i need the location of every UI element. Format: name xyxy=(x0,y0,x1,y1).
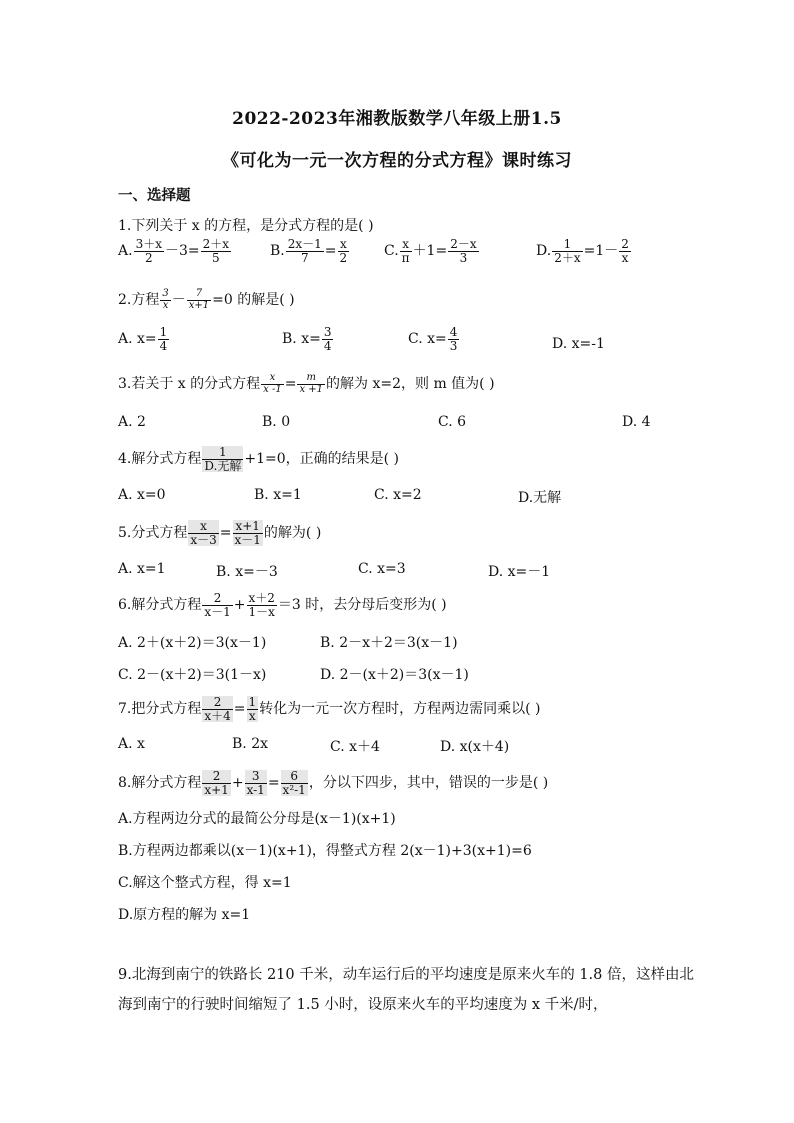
question-6-stem: 6.解分式方程 $\frac{2}{x-1}$ + $\frac{x+2}{1-x}$ ＝3 时，去分母后变形为( ) xyxy=(118,591,447,619)
question-9-text: 9.北海到南宁的铁路长 210 千米，动车运行后的平均速度是原来火车的 1.8 倍，这样由北海到南宁的行驶时间缩短了 1.5 小时，设原来火车的平均速度为 x 千米/时， xyxy=(118,967,695,1013)
question-1-option-a: A. $\frac{3+x}{2}$ －3= $\frac{2+x}{5}$ xyxy=(118,237,230,265)
question-8-option-d: D.原方程的解为 x=1 xyxy=(118,907,251,923)
question-7-option-c: C. x＋4 xyxy=(330,739,380,755)
question-7-option-b: B. 2x xyxy=(232,736,268,752)
question-5-stem: 5.分式方程 $\frac{x}{x-3}$ = $\frac{x+1}{x-1}$ 的解为( ) xyxy=(118,519,322,547)
question-1-option-d: D. $\frac{1}{2+x}$ =1－ $\frac{2}{x}$ xyxy=(536,237,629,265)
question-1-stem: 1.下列关于 x 的方程，是分式方程的是( ) xyxy=(118,218,374,234)
question-5-option-a: A. x=1 xyxy=(118,561,166,577)
question-2-option-d: D. x=-1 xyxy=(552,336,605,352)
question-2-option-c: C. x= $\frac{4}{3}$ xyxy=(408,325,458,353)
title-line-1: 2022-2023年湘教版数学八年级上册1.5 xyxy=(232,109,562,129)
question-1-option-c: C. $\frac{x}{\pi}$ ＋1= $\frac{2-x}{3}$ xyxy=(384,237,477,265)
question-6-option-d: D. 2－(x＋2)＝3(x－1) xyxy=(320,667,469,683)
question-4-option-b: B. x=1 xyxy=(254,487,302,503)
question-1-option-b: B. $\frac{2x-1}{7}$ = $\frac{x}{2}$ xyxy=(270,237,348,265)
section-heading: 一、选择题 xyxy=(118,187,191,204)
question-3-option-b: B. 0 xyxy=(262,414,291,430)
question-4-option-c: C. x=2 xyxy=(374,487,422,503)
title-line-2: 《可化为一元一次方程的分式方程》课时练习 xyxy=(222,151,572,171)
question-7-stem: 7.把分式方程 $\frac{2}{x+4}$ = $\frac{1}{x}$ 转化为一元一次方程时，方程两边需同乘以( ) xyxy=(118,695,541,723)
question-6-option-c: C. 2－(x＋2)＝3(1－x) xyxy=(118,667,267,683)
question-8-option-a: A.方程两边分式的最简公分母是(x－1)(x+1) xyxy=(118,811,396,827)
question-7-option-a: A. x xyxy=(118,736,145,752)
question-6-option-b: B. 2－x＋2＝3(x－1) xyxy=(320,635,458,651)
question-7-option-d: D. x(x＋4) xyxy=(440,739,510,755)
question-8-stem: 8.解分式方程 $\frac{2}{x+1}$ + $\frac{3}{x-1}$ = $\frac{6}{\text{x²-1}}$ ，分以下四步，其中，错误的一步是( ) xyxy=(118,769,549,797)
question-2-option-a: A. x= $\frac{1}{4}$ xyxy=(118,325,168,353)
question-3-stem: 3.若关于 x 的分式方程 $\frac{x}{x -1}$ = $\frac{m}{x +1}$ 的解为 x=2，则 m 值为( ) xyxy=(118,372,495,395)
question-8-option-c: C.解这个整式方程，得 x=1 xyxy=(118,875,292,891)
question-3-option-a: A. 2 xyxy=(118,414,146,430)
question-6-option-a: A. 2＋(x＋2)＝3(x－1) xyxy=(118,635,267,651)
question-5-option-b: B. x=－3 xyxy=(216,564,278,580)
question-4-option-d: D.无解 xyxy=(518,490,562,506)
question-8-option-b: B.方程两边都乘以(x－1)(x+1)，得整式方程 2(x－1)+3(x+1)=6 xyxy=(118,843,532,859)
question-2-stem: 2.方程 $\frac{3}{x}$ － $\frac{7}{x+1}$ =0 的解是( ) xyxy=(118,288,295,311)
question-4-stem: 4.解分式方程 $\frac{1}{\text{D.无解}}$ +1=0，正确的结果是( ) xyxy=(118,445,400,473)
question-4-option-a: A. x=0 xyxy=(118,487,166,503)
question-3-option-d: D. 4 xyxy=(622,414,651,430)
question-5-option-c: C. x=3 xyxy=(358,561,406,577)
question-5-option-d: D. x=－1 xyxy=(488,564,551,580)
question-2-option-b: B. x= $\frac{3}{4}$ xyxy=(282,325,332,353)
question-3-option-c: C. 6 xyxy=(438,414,467,430)
